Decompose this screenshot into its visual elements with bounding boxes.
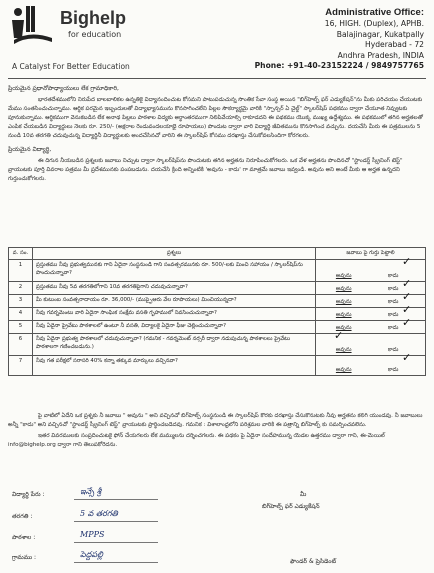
brand-name: Bighelp xyxy=(60,8,126,28)
letter-intro xyxy=(8,84,426,184)
question-text: ప్రస్తుతము నీవు ప్రభుత్వమునకు గాని ఏదైనా సంస్థనుండి గాని సంవత్సరమునకు రూ. 500/-లకు మించి సహాయం / స్కాలర్‌షిప్‌ను పొందుచున్నావా? xyxy=(33,260,316,282)
instructions-paragraph: ఈ దిగున నీయబడిన ప్రశ్నలకు జవాబు నిచ్చుట ద్వారా స్కాలర్‌షిప్‌ను పొందుటకు తగిన అర్హతను నిరూపించుకోగలరు. ఒక వేళ అర్హతను పొందినచో "స్టాండర్డ్ స్క్రీనింగ్ టెస్ట్" వ్రాయుటకు పూర్తి వివరాల పత్రము మీ ప్రదేశమునకు పంపబడును. దయచేసి క్రింది అన్నింటికి 'అవును - కాదు' గా మాత్రమే జవాబు ఇవ్వండి. అవును అని అంటే మీకు ఆ అర్హత ఉన్నదని గుర్తుంచుకోగలరు. xyxy=(8,158,403,182)
brand-tagline: A Catalyst For Better Education xyxy=(12,62,130,71)
answer-yes-option[interactable]: అవును xyxy=(335,312,352,318)
question-number: 4 xyxy=(9,308,33,321)
answer-yes-option[interactable]: అవును xyxy=(335,273,352,279)
contact-note: ఇతర వివరములకు సంప్రదించుటకై ఫోన్ చేయగలరు లేక మమ్ములను దర్శించగలరు. ఈ పథకం పై ఏదైనా సందేహమున్న యెడల ఉత్తరము ద్వారా గాని, ఈ-మెయిల్ info@bighelp.org ద్వారా గాని తెలుపకోరెదను. xyxy=(8,433,385,448)
question-text: నీవు ఏదైనా ప్రభుత్వ పాఠశాలలో చదువుచున్నావా? (గమనిక - గవర్నమెంట్ నర్సరీ ద్వారా నడుపుచున్న పాఠశాలలు ప్రైవేటు పాఠశాలగా గణించబడును.) xyxy=(33,334,316,356)
village-label: గ్రామము : xyxy=(12,554,37,561)
answer-yes-option[interactable]: అవును xyxy=(335,286,352,292)
student-name-value: ఇన్సే శ్రీ xyxy=(80,487,102,496)
class-line xyxy=(74,521,158,522)
signature-title: ఫౌండర్ & ప్రెసిడెంట్ xyxy=(290,558,337,565)
answer-no-option[interactable]: కాదు xyxy=(387,347,399,353)
tick-no-icon: ✓ xyxy=(402,290,412,303)
answer-no-option[interactable]: కాదు xyxy=(387,325,399,331)
answer-no-option[interactable]: కాదు xyxy=(387,273,399,279)
table-row xyxy=(9,282,426,295)
student-name-label: విద్యార్థి పేరు : xyxy=(12,491,45,498)
question-number: 3 xyxy=(9,295,33,308)
student-name-line xyxy=(74,499,158,500)
letterhead xyxy=(0,0,434,78)
school-label: పాఠశాల : xyxy=(12,534,36,541)
question-number: 5 xyxy=(9,321,33,334)
class-label: తరగతి : xyxy=(12,513,33,520)
header-serial: వ. సం. xyxy=(9,248,33,260)
question-text: మీ కుటుంబ సంవత్సరాదాయం రూ. 36,000/- (ముప్ఫైఆరు వేల రూపాయలు) మించియున్నదా? xyxy=(33,295,316,308)
table-row xyxy=(9,260,426,282)
question-number: 1 xyxy=(9,260,33,282)
office-address xyxy=(224,6,424,72)
intro-paragraph: భారతదేశములోని నిరుపేద బాలబాలికల ఉన్నతికై విద్యానందించుట కోసమని పాటుపడుచున్న సొంతిక సేవా సంస్థ అయిన "బిగ్‌హెల్ప్ ఫర్ ఎడ్యుకేషన్"ను మీకు పరిచయం చేయుటకు మేము సంతసించుచున్నాము. ఆర్థిక పరమైన ఇబ్బందులతో విద్యాభ్యాసమును కొనసాగించలేని పిల్లల సౌకర్యార్థమై వారికి "స్పాన్సర్ ఏ చైల్డ్" స్కాలర్‌షిప్ పథకము ద్వారా చేయూత నివ్వుటకు పూనుకున్నాము. ఆర్థికముగా వెనుకబడిన లేక అనాథ పిల్లలు పాఠశాల విద్యకు అర్థాంతరముగా నిలిపివేయాల్సి రాకూడదని ఈ పథకము యొక్క ముఖ్య ఉద్దేశ్యము. ఈ పథకములో తగిన అర్హతలతో ఎంపిక చేయబడిన విద్యార్థులు నెలకు రూ. 250/- (అక్షరాల రెండువందలయాభై రూపాయలు) పొందుట ద్వారా వారి విద్యార్థి జీవితమును కొనసాగించ వచ్చును. దయచేసి మీరు ఈ పత్రములను 5 నుండి 10వ తరగతి చదువుచున్న విద్యార్థినీ విద్యార్థులకు అందచేసినచో వారిని ఈ స్కాలర్‌షిప్ కోసము దరఖాస్తు చేసుకోవలసిందిగా కోరగలరు. xyxy=(8,97,423,139)
student-salutation: ప్రియమైన విద్యార్థి, xyxy=(8,146,52,153)
table-row xyxy=(9,321,426,334)
office-line-3: Hyderabad - 72 xyxy=(365,40,424,50)
question-text: ప్రస్తుతము నీవు 5వ తరగతిలోగాని 10వ తరగతిపైగాని చదువుచున్నావా? xyxy=(33,282,316,295)
eligibility-note: పై వాటిలో ఏదేని ఒక ప్రశ్నకు నీ జవాబు " అవును " అని వచ్చినచో బిగ్‌హెల్ప్ సంస్థనుండి ఈ స్కాలర్‌షిప్ కొరకు దరఖాస్తు చేసుకొనుటకు నీవు అర్హతను కలిగి యుండవు. నీ జవాబులు అన్నీ "కాదు" అని వచ్చినచో "స్టాండర్డ్ స్క్రీనింగ్ టెస్ట్" వ్రాయుటకు ప్రార్థించబడెదవు. గమనిక : విశాలాంధ్రలోని పరిశ్రమల వారికి ఈ పత్రాన్ని బిగ్‌హెల్ప్ కు సమర్పించవలెను. xyxy=(8,413,423,428)
header-answer: జవాబు పై గుర్తు పెట్టాలి xyxy=(316,248,426,260)
header-divider xyxy=(8,78,426,79)
answer-yes-option[interactable]: అవును xyxy=(335,325,352,331)
answer-yes-option[interactable]: అవును xyxy=(335,367,352,373)
letter-footer xyxy=(8,412,426,450)
office-phone: Phone: +91-40-23152224 / 9849757765 xyxy=(254,61,424,71)
answer-yes-option[interactable]: అవును xyxy=(335,347,352,353)
office-line-1: 16, HIGH. (Duplex), APHB. xyxy=(324,19,424,28)
tick-no-icon: ✓ xyxy=(402,255,412,268)
tick-yes-icon: ✓ xyxy=(334,329,344,342)
brand-subtitle: for education xyxy=(68,30,122,39)
bighelp-logo-icon xyxy=(8,4,60,44)
tick-no-icon: ✓ xyxy=(402,351,412,364)
question-text: నీవు గత పరీక్షలో సరాసరి 40% కన్నా తక్కువ మార్కులు వచ్చినవా? xyxy=(33,356,316,376)
table-row xyxy=(9,334,426,356)
header-questions: ప్రశ్నలు xyxy=(33,248,316,260)
eligibility-table xyxy=(8,247,426,376)
answer-no-option[interactable]: కాదు xyxy=(387,286,399,292)
question-text: నీవు ఏదైనా ప్రైవేటు పాఠశాలలో ఉంటూ నీ వసతి, విద్యాలకై ఏదైనా ఫీజు చెల్లించుచున్నావా? xyxy=(33,321,316,334)
signature-regards: మీ xyxy=(300,491,307,498)
question-number: 7 xyxy=(9,356,33,376)
table-row xyxy=(9,295,426,308)
answer-no-option[interactable]: కాదు xyxy=(387,367,399,373)
question-text: నీవు గవర్నమెంటు వారి ఏదైనా సాంఘిక సంక్షేమ వసతి గృహములో నివసించుచున్నావా? xyxy=(33,308,316,321)
answer-cell[interactable] xyxy=(316,351,426,376)
answer-cell[interactable] xyxy=(316,316,426,334)
table-row xyxy=(9,308,426,321)
school-value: MPPS xyxy=(80,530,105,539)
answer-yes-option[interactable]: అవును xyxy=(335,299,352,305)
signature-org: బిగ్‌హెల్ప్ ఫర్ ఎడ్యుకేషన్ xyxy=(262,503,320,510)
village-value: పెద్దపల్లి xyxy=(80,550,103,559)
office-line-4: Andhra Pradesh, INDIA xyxy=(337,50,424,60)
class-value: 5 వ తరగతి xyxy=(80,509,118,518)
answer-no-option[interactable]: కాదు xyxy=(387,299,399,305)
answer-no-option[interactable]: కాదు xyxy=(387,312,399,318)
office-title: Administrative Office: xyxy=(325,7,424,18)
tick-no-icon: ✓ xyxy=(402,303,412,316)
table-row xyxy=(9,356,426,376)
tick-no-icon: ✓ xyxy=(402,316,412,329)
office-line-2: Balajinagar, Kukatpally xyxy=(336,29,424,39)
tick-no-icon: ✓ xyxy=(402,277,412,290)
question-number: 2 xyxy=(9,282,33,295)
salutation: ప్రియమైన ప్రధానోపాధ్యాయులు లేక గ్రామాధికారి, xyxy=(8,85,119,92)
school-line xyxy=(74,542,158,543)
table-header-row xyxy=(9,248,426,260)
question-number: 6 xyxy=(9,334,33,356)
village-line xyxy=(74,562,158,563)
